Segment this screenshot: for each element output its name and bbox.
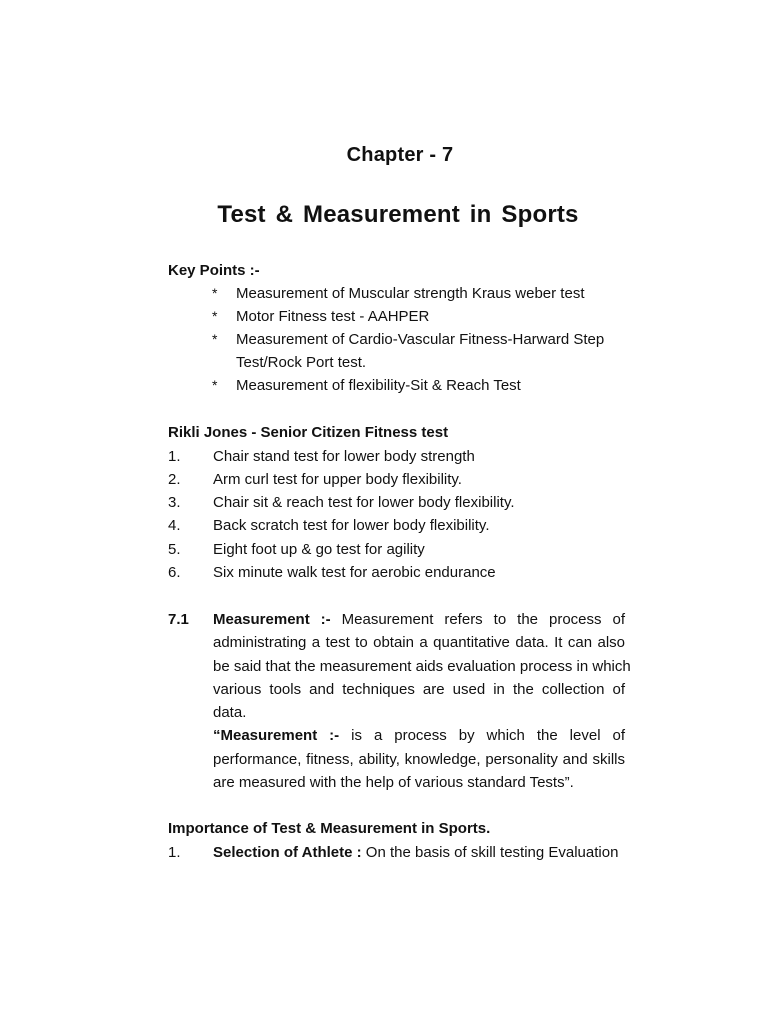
key-point-item: Measurement of Cardio-Vascular Fitness-Harward Step xyxy=(236,331,605,348)
bullet-marker: * xyxy=(212,308,218,324)
paragraph-line: various tools and techniques are used in the collection of xyxy=(213,680,625,698)
key-points-heading: Key Points :- xyxy=(168,262,260,279)
list-item: Eight foot up & go test for agility xyxy=(213,541,425,558)
item-term: Selection of Athlete : xyxy=(213,844,362,861)
key-point-item: Measurement of flexibility-Sit & Reach Test xyxy=(236,377,521,394)
section-number: 7.1 xyxy=(168,611,189,628)
paragraph-line: administrating a test to obtain a quantitative data. It can also xyxy=(213,634,625,652)
key-point-item: Measurement of Muscular strength Kraus weber test xyxy=(236,285,585,302)
measurement-quote-term: “Measurement :- xyxy=(213,727,340,745)
measurement-term: Measurement :- xyxy=(213,611,331,628)
list-number: 6. xyxy=(168,564,181,581)
list-item: Chair stand test for lower body strength xyxy=(213,448,475,465)
list-number: 3. xyxy=(168,494,181,511)
bullet-marker: * xyxy=(212,331,218,347)
list-number: 4. xyxy=(168,517,181,534)
bullet-marker: * xyxy=(212,285,218,301)
measurement-paragraph xyxy=(213,608,631,794)
importance-heading: Importance of Test & Measurement in Sports. xyxy=(168,820,491,837)
paragraph-line: “Measurement :- is a process by which the level of xyxy=(213,727,626,745)
list-number: 2. xyxy=(168,471,181,488)
paragraph-line: data. xyxy=(213,704,247,722)
list-item: Chair sit & reach test for lower body flexibility. xyxy=(213,494,515,511)
list-item: Selection of Athlete : On the basis of skill testing Evaluation xyxy=(213,844,619,861)
paragraph-line: performance, fitness, ability, knowledge, personality and skills xyxy=(213,750,625,768)
paragraph-line: are measured with the help of various standard Tests”. xyxy=(213,774,574,792)
key-point-item-continued: Test/Rock Port test. xyxy=(236,354,367,371)
chapter-label: Chapter - 7 xyxy=(346,144,454,166)
list-number: 1. xyxy=(168,844,181,861)
list-number: 5. xyxy=(168,541,181,558)
bullet-marker: * xyxy=(212,377,218,393)
list-item: Arm curl test for upper body flexibility. xyxy=(213,471,462,488)
page-title: Test & Measurement in Sports xyxy=(217,201,579,228)
list-number: 1. xyxy=(168,448,181,465)
rikli-jones-heading: Rikli Jones - Senior Citizen Fitness test xyxy=(168,424,449,441)
key-point-item: Motor Fitness test - AAHPER xyxy=(236,308,430,325)
list-item: Six minute walk test for aerobic endurance xyxy=(213,564,496,581)
paragraph-line: Measurement :- Measurement refers to the process of xyxy=(213,611,625,628)
list-item: Back scratch test for lower body flexibility. xyxy=(213,517,490,534)
paragraph-line: be said that the measurement aids evaluation process in which xyxy=(213,657,631,675)
